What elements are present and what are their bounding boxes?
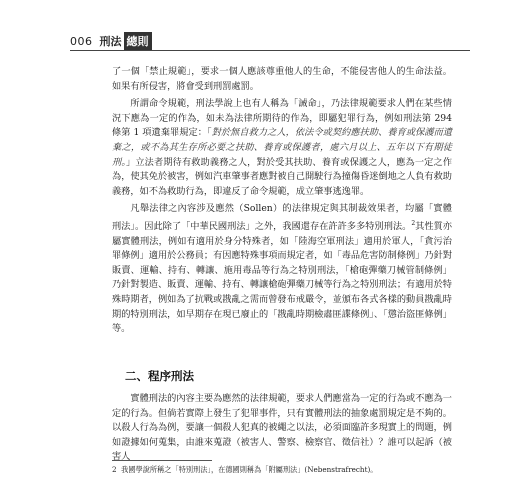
statute-quote: 對於無自救力之人，依法令或契約應扶助、養育或保護而遺棄之，或不為其生存所必要之扶助、養育或保護者，處六月以上、五年以下有期徒刑。 [112, 127, 453, 168]
paragraph-2 [112, 97, 452, 199]
paragraph-1: 了一個「禁止規範」，要求一個人應該尊重他人的生命，不能侵害他人的生命法益。如果有所侵害，將會受到刑罰處罰。 [112, 66, 452, 92]
footnote-text: 我國學說所稱之「特別刑法」，在德國則稱為「附屬刑法」(Nebenstrafrecht)。 [121, 465, 378, 474]
book-title-part-2: 總則 [124, 32, 152, 50]
header-rule [70, 50, 470, 51]
section-heading: 二、程序刑法 [125, 369, 194, 383]
paragraph-3-tail: 其性質亦屬實體刑法，例如有適用於身分特殊者，如「陸海空軍刑法」適用於軍人，「貪污治罪條例」適用於公務員；有因應特殊事項而規定者，如「毒品危害防制條例」乃針對販賣、運輸、持有、轉讓、施用毒品等行為之特別刑法，「槍砲彈藥刀械管制條例」乃針對製造、販賣、運輸、持有、轉讓槍砲彈藥刀械等行為之特別刑法；有適用於特殊時期者，例如為了抗戰或戡亂之需而曾發布戒嚴令，並頒布各式各樣的動員戡亂時期的特別刑法，如早期存在現已廢止的「戡亂時期檢肅匪諜條例」、「懲治盜匪條例」等。 [112, 221, 452, 335]
footnote-number: 2 [112, 465, 117, 474]
book-title [98, 32, 152, 50]
section-paragraph: 實體刑法的內容主要為應然的法律規範，要求人們應當為一定的行為或不應為一定的行為。但倘若實際上發生了犯罪事件，只有實體刑法的抽象處罰規定是不夠的。以殺人行為為例，要讓一個殺人犯真的被繩之以法，必須面臨許多現實上的問題，例如證據如何蒐集，由誰來蒐證（被害人、警察、檢察官、徵信社）？誰可以起訴（被害人 [112, 393, 452, 463]
book-title-part-1: 刑法 [99, 35, 122, 48]
section-text [112, 392, 452, 465]
main-text [112, 65, 452, 337]
footnote-ref[interactable]: 2 [411, 219, 416, 227]
paragraph-3-lead: 凡舉法律之內容涉及應然（Sollen）的法律規定與其制裁效果者，均屬「實體刑法」。因此除了「中華民國刑法」之外，我國還存在許許多多特別刑法。 [112, 203, 452, 232]
paragraph-3 [112, 202, 452, 336]
page-number: 006 [70, 34, 93, 48]
running-header [70, 32, 470, 50]
footnote-rule [112, 460, 212, 461]
paragraph-2-tail: 」立法者期待有救助義務之人，對於受其扶助、養育或保護之人，應為一定之作為，使其免於被害，例如汽車肇事者應對被自己開駛行為撞傷昏迷倒地之人負有救助義務，如不為救助行為，即違反了命令規範，成立肇事逃逸罪。 [112, 156, 453, 197]
paragraph-2-lead: 所謂命令規範，刑法學說上也有人稱為「誡命」，乃法律規範要求人們在某些情況下應為一定的作為，如未為法律所期待的作為，即屬犯罪行為，例如刑法第 294 條第 1 項遺棄罪規定：「 [112, 98, 452, 139]
footnote [112, 465, 457, 475]
